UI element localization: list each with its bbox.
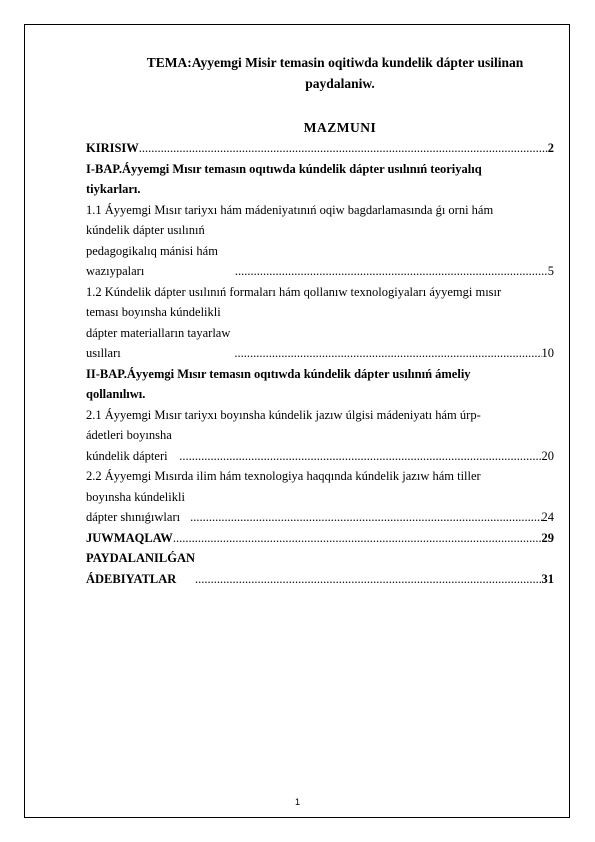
document-body — [86, 52, 554, 589]
toc-leader-dots — [190, 507, 541, 528]
toc-chapter-1-heading — [86, 159, 554, 200]
toc-leader-dots — [173, 528, 542, 549]
toc-entry-1-2 — [86, 282, 554, 364]
toc-page-number: 5 — [547, 264, 554, 278]
toc-leader-dots — [234, 343, 541, 364]
toc-entry-2-1 — [86, 405, 554, 467]
chapter-heading-line-2: qollanılıwı. — [86, 387, 146, 401]
toc-label: PAYDALANILǴAN ÁDEBIYATLAR — [86, 551, 196, 586]
toc-entry-text: 2.1 Áyyemgi Mısır tariyxı boyınsha kúndelik jazıw úlgisi mádeniyatı hám úrp- — [86, 407, 481, 422]
toc-page-number: 31 — [541, 571, 554, 586]
toc-page-number: 20 — [541, 448, 554, 463]
document-title — [86, 52, 554, 94]
toc-entry-kirisiw — [86, 138, 554, 159]
toc-label: JUWMAQLAW — [86, 530, 173, 545]
toc-entry-text: 1.2 Kúndelik dápter usılınıń formaları hám qollanıw texnologiyaları áyyemgi mısır — [86, 284, 502, 299]
contents-heading: MAZMUNI — [303, 120, 377, 135]
chapter-heading-line-2: tiykarları. — [86, 182, 141, 196]
toc-entry-lastline — [86, 425, 554, 466]
toc-chapter-2-heading — [86, 364, 554, 405]
toc-entry-lastline — [86, 302, 554, 364]
toc-entry-text-cont: kúndelik dápter usılınıń pedagogikalıq mánisi hám wazıypaları — [86, 223, 218, 278]
toc-leader-dots — [235, 261, 548, 282]
toc-label: KIRISIW — [86, 141, 139, 155]
toc-entry-text: 1.1 Áyyemgi Mısır tariyxı hám mádeniyatınıń oqiw bagdarlamasında ǵı orni hám — [86, 202, 494, 217]
toc-entry-1-1 — [86, 200, 554, 282]
toc-entry-lastline — [86, 487, 554, 528]
title-line-1: TEMA:Ayyemgi Misir temasin oqitiwda kundelik dápter usilinan — [146, 55, 524, 70]
toc-leader-dots — [139, 138, 548, 159]
toc-entry-lastline — [86, 220, 554, 282]
chapter-heading-line-1: I-BAP.Áyyemgi Mısır temasın oqıtıwda kúndelik dápter usılınıń teoriyalıq — [86, 161, 482, 176]
toc-page-number: 2 — [547, 141, 554, 155]
title-line-2: paydalaniw. — [305, 76, 375, 91]
toc-entry-paydalanilgan — [86, 548, 554, 589]
chapter-heading-line-1: II-BAP.Áyyemgi Mısır temasın oqıtıwda kúndelik dápter usılınıń ámeliy — [86, 366, 471, 381]
toc-entry-text-cont: ádetleri boyınsha kúndelik dápteri — [86, 428, 172, 463]
table-of-contents — [86, 138, 554, 589]
toc-page-number: 29 — [541, 530, 554, 545]
toc-entry-text-cont: teması boyınsha kúndelikli dápter materialların tayarlaw usılları — [86, 305, 231, 360]
toc-leader-dots — [195, 569, 541, 590]
toc-page-number: 24 — [541, 510, 554, 524]
toc-entry-2-2 — [86, 466, 554, 528]
toc-entry-text: 2.2 Áyyemgi Mısırda ilim hám texnologiya haqqında kúndelik jazıw hám tiller — [86, 469, 481, 483]
toc-leader-dots — [179, 446, 541, 467]
toc-entry-juwmaqlaw — [86, 528, 554, 549]
page-number: 1 — [294, 797, 300, 807]
toc-entry-text-cont: boyınsha kúndelikli dápter shınıǵıwları — [86, 489, 185, 524]
toc-page-number: 10 — [541, 346, 554, 360]
